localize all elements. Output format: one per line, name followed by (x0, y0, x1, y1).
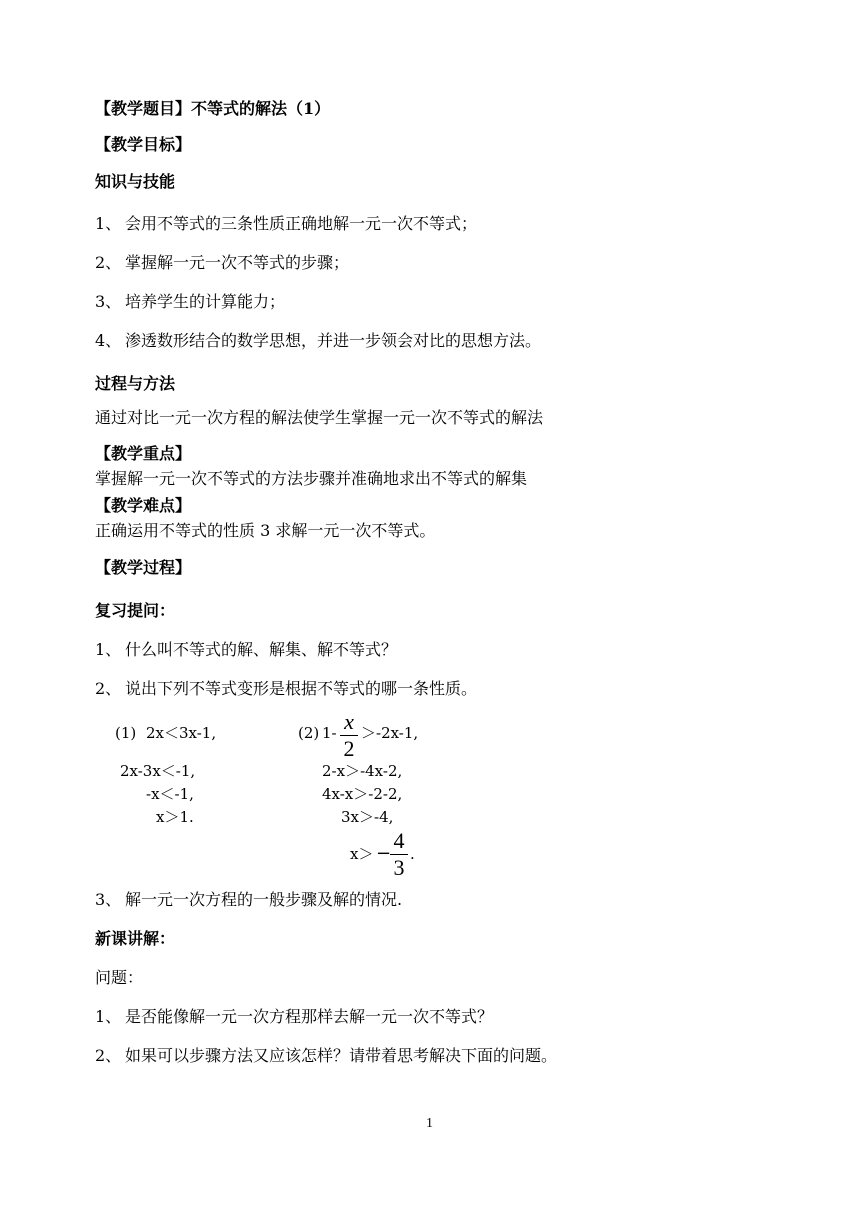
list-item (95, 1046, 557, 1066)
difficulty-text: 正确运用不等式的性质 3 求解一元一次不等式。 (95, 521, 436, 540)
list-item-number: 3、 (95, 292, 122, 311)
difficulty-heading: 【教学难点】 (95, 496, 192, 515)
list-item (95, 253, 349, 273)
math-line: 3x＞-4, (341, 808, 394, 826)
teaching-process-heading: 【教学过程】 (95, 558, 192, 577)
process-heading: 过程与方法 (95, 374, 176, 393)
process-text: 通过对比一元一次方程的解法使学生掌握一元一次不等式的解法 (95, 408, 544, 427)
fraction-denominator: 2 (343, 736, 355, 761)
question-label: 问题： (95, 968, 144, 987)
list-item-text: 解一元一次方程的一般步骤及解的情况. (125, 890, 403, 909)
list-item-text: 是否能像解一元一次方程那样去解一元一次不等式？ (125, 1007, 494, 1026)
math-line: x＞1. (156, 808, 194, 826)
review-heading: 复习提问： (95, 601, 176, 620)
list-item-text: 渗透数形结合的数学思想，并进一步领会对比的思想方法。 (125, 331, 542, 350)
math-line: 2x＜3x-1, (146, 724, 217, 742)
list-item-text: 如果可以步骤方法又应该怎样？请带着思考解决下面的问题。 (125, 1046, 558, 1065)
math-line: 4x-x＞-2-2, (322, 785, 403, 803)
fraction-x-over-2 (340, 711, 358, 760)
page-number: 1 (426, 1116, 433, 1131)
list-item-number: 2、 (95, 1046, 122, 1065)
math-line: 2-x＞-4x-2, (322, 762, 403, 780)
math-text: 1- (322, 724, 337, 742)
list-item-text: 什么叫不等式的解、解集、解不等式？ (125, 640, 398, 659)
math-text: x＞ (350, 845, 374, 863)
list-item-text: 掌握解一元一次不等式的步骤； (125, 253, 350, 272)
list-item (95, 292, 285, 312)
lesson-title: 【教学题目】不等式的解法（1） (95, 99, 331, 118)
fraction-numerator: x (344, 709, 354, 734)
math-line: 2x-3x＜-1, (120, 762, 196, 780)
list-item (95, 679, 477, 699)
list-item-number: 4、 (95, 331, 122, 350)
fraction-4-over-3 (390, 830, 408, 879)
minus-sign: − (376, 843, 392, 864)
list-item-text: 培养学生的计算能力； (125, 292, 286, 311)
fraction-numerator: 4 (393, 828, 405, 853)
list-item (95, 331, 541, 351)
fraction-denominator: 3 (393, 855, 405, 880)
list-item (95, 214, 477, 234)
list-item-number: 2、 (95, 253, 122, 272)
math-text: . (410, 845, 415, 863)
keypoint-text: 掌握解一元一次不等式的方法步骤并准确地求出不等式的解集 (95, 469, 528, 488)
objectives-heading: 【教学目标】 (95, 135, 192, 154)
list-item-text: 会用不等式的三条性质正确地解一元一次不等式； (125, 214, 478, 233)
list-item-number: 3、 (95, 890, 122, 909)
list-item (95, 890, 402, 910)
math-line: -x＜-1, (146, 785, 194, 803)
list-item-number: 2、 (95, 679, 122, 698)
math-text: ＞-2x-1, (361, 724, 419, 742)
keypoint-heading: 【教学重点】 (95, 444, 192, 463)
list-item-number: 1、 (95, 640, 122, 659)
list-item (95, 1007, 493, 1027)
new-lesson-heading: 新课讲解： (95, 929, 176, 948)
example-label: (1) (115, 724, 137, 742)
list-item (95, 640, 397, 660)
knowledge-heading: 知识与技能 (95, 172, 176, 191)
list-item-number: 1、 (95, 1007, 122, 1026)
example-label: (2) (298, 724, 320, 742)
list-item-text: 说出下列不等式变形是根据不等式的哪一条性质。 (125, 679, 478, 698)
list-item-number: 1、 (95, 214, 122, 233)
